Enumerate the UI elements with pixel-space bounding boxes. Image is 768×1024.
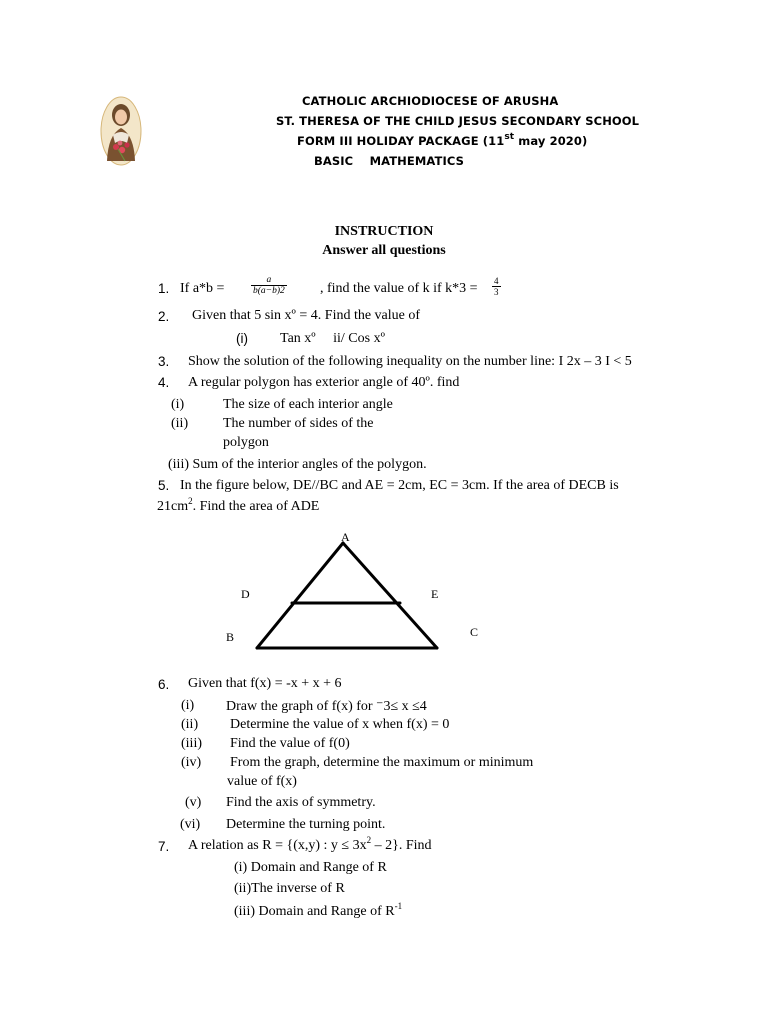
question-1-text: , find the value of k if k*3 = bbox=[320, 281, 478, 296]
vertex-label-a: A bbox=[341, 530, 350, 544]
question-4-ii-label: (ii) bbox=[171, 416, 189, 431]
question-6-item-text: Find the axis of symmetry. bbox=[226, 795, 376, 810]
vertex-label-e: E bbox=[431, 587, 439, 601]
subject-title: BASIC MATHEMATICS bbox=[314, 154, 464, 168]
question-2-sub-text: Tan xº ii/ Cos xº bbox=[280, 331, 385, 346]
school-name: ST. THERESA OF THE CHILD JESUS SECONDARY SCHOOL bbox=[276, 114, 640, 128]
question-number-1: 1. bbox=[158, 281, 170, 296]
question-6-item-label: (iii) bbox=[181, 736, 202, 751]
diocese-title: CATHOLIC ARCHIODIOCESE OF ARUSHA bbox=[302, 94, 559, 108]
question-6-item-text: Draw the graph of f(x) for ⁻3≤ x ≤4 bbox=[226, 699, 427, 714]
question-6-item-label: (i) bbox=[181, 698, 195, 713]
question-4-i-label: (i) bbox=[171, 397, 185, 412]
question-number-7: 7. bbox=[158, 839, 170, 854]
side-ab bbox=[257, 543, 343, 648]
question-6-item-label: (iv) bbox=[181, 755, 202, 770]
question-1-answer-fraction: $\frac{4}{3}$ bbox=[494, 276, 499, 297]
question-number-2: 2. bbox=[158, 309, 170, 324]
question-2-sub-label: (i) bbox=[236, 331, 248, 346]
question-2-text: Given that 5 sin xº = 4. Find the value of bbox=[192, 308, 421, 323]
question-6-item-text: Determine the value of x when f(x) = 0 bbox=[230, 717, 450, 732]
question-6-item-label: (ii) bbox=[181, 717, 199, 732]
question-4-iii-text: (iii) Sum of the interior angles of the polygon. bbox=[168, 457, 427, 472]
question-6-item-text-cont: value of f(x) bbox=[227, 774, 297, 789]
question-number-3: 3. bbox=[158, 354, 170, 369]
vertex-label-b: B bbox=[226, 630, 235, 644]
question-1-fraction: $\frac{a}{b(a-b)2}$ bbox=[253, 275, 285, 296]
question-number-4: 4. bbox=[158, 375, 170, 390]
question-6-item-label: (v) bbox=[185, 795, 202, 810]
question-7-ii-text: (ii)The inverse of R bbox=[234, 881, 345, 896]
question-5-text-cont: $21cm^2$. Find the area of ADE bbox=[157, 496, 320, 514]
question-6-item-text: Find the value of f(0) bbox=[230, 736, 350, 751]
question-6-text: Given that f(x) = -x + x + 6 bbox=[188, 676, 342, 691]
question-1-lead: If a*b = bbox=[180, 281, 225, 296]
side-ac bbox=[343, 543, 437, 648]
package-title: FORM III HOLIDAY PACKAGE (11st may 2020) bbox=[297, 132, 588, 148]
question-number-5: 5. bbox=[158, 478, 170, 493]
question-4-ii-text: The number of sides of the bbox=[223, 416, 374, 431]
question-6-item-label: (vi) bbox=[180, 817, 201, 832]
vertex-label-c: C bbox=[470, 625, 479, 639]
question-5-text: In the figure below, DE//BC and AE = 2cm, EC = 3cm. If the area of DECB is bbox=[180, 478, 619, 493]
question-3-text: Show the solution of the following inequality on the number line: I 2x – 3 I < 5 bbox=[188, 354, 632, 369]
question-6-item-text: Determine the turning point. bbox=[226, 817, 386, 832]
instruction-heading: INSTRUCTION bbox=[334, 224, 434, 239]
question-4-ii-text-cont: polygon bbox=[223, 435, 269, 450]
instruction-subheading: Answer all questions bbox=[322, 243, 446, 258]
school-logo-icon bbox=[98, 95, 144, 167]
question-7-iii-text: (iii) Domain and Range of $R^{-1}$ bbox=[234, 901, 403, 919]
trapezium-figure bbox=[240, 540, 450, 655]
question-7-i-text: (i) Domain and Range of R bbox=[234, 860, 387, 875]
question-number-6: 6. bbox=[158, 677, 170, 692]
question-4-i-text: The size of each interior angle bbox=[223, 397, 393, 412]
question-4-text: A regular polygon has exterior angle of 40º. find bbox=[188, 375, 460, 390]
question-7-text: A relation as R = {(x,y) : $y \le 3x^2 - 2$}. Find bbox=[188, 835, 432, 853]
question-6-item-text: From the graph, determine the maximum or minimum bbox=[230, 755, 534, 770]
vertex-label-d: D bbox=[241, 587, 250, 601]
